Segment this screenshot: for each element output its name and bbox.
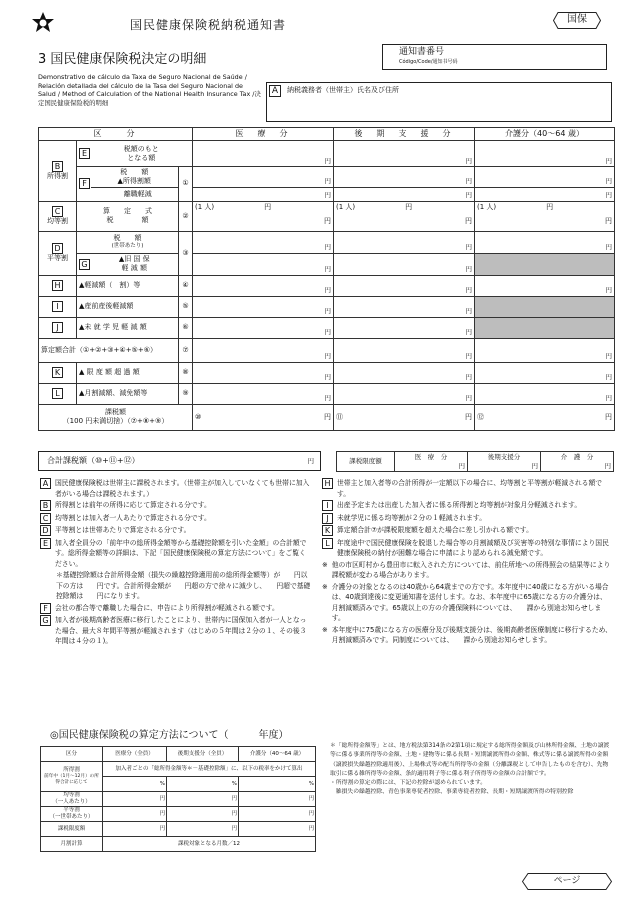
calc-method-table: 区分 医療分（全員） 後期支援分（全員） 介護分（40～64 歳） 所得割 前年中（1月～12月）の所得合計に応じて 加入者ごとの「総所得金額等＊－基礎控除額」に、以下の税率をかけて算出 % % % 均等割 （一人あたり） 円 円 円 平等割 （一世帯あたり） 円 円 円 課税限度額 円 円 円 月割計算 課税対象となる月数／12 <box>40 746 316 852</box>
logo <box>30 10 56 39</box>
notes-right: H 世帯主と加入者等の合計所得が一定額以下の場合に、均等割と平等割が軽減される額です。 I 出産予定または出産した加入者に係る所得割と均等割が対象月分軽減されます。 J 未就学児に係る均等割が２分の１軽減されます。 K 算定額合計⑦が課税限度額を超えた場合に差し引かれる額です。 L 年度途中で国民健康保険を脱退した場合等の月割減額及び災害等の特別な事情により国民健康保険税の納付が困難な場合に申請により認められる減免額です。 ※ 他の市区町村から豊田市に転入された方については、前住所地への所得照会の結果等により課税額が変わる場合があります。 ※ 介護分の対象となるのは40歳から64歳までの方です。本年度中に40歳になる方がいる場合は、40歳到達後に変更通知書を送付します。なお、本年度中に65歳になる方の介護分は、月割減額済みです。65歳以上の方の介護保険料については、 課から別途お知らせします。 ※ 本年度中に75歳になる方の医療分及び後期支援分は、後期高齢者医療制度に移行するため、月割減額済みです。同制度については、 課から別途お知らせします。 <box>322 479 612 645</box>
page-tag: ページ <box>522 873 612 890</box>
notes-left: A 国民健康保険税は世帯主に課税されます。（世帯主が加入していなくても世帯に加入者がいる場合は課税されます。） B 所得割とは前年の所得に応じて算定される分です。 C 均等割とは加入者一人あたりで算定される分です。 D 平等割とは世帯あたりで算定される分です。 E 加入者全員分の「前年中の総所得金額等から基礎控除額を引いた金額」の合計額です。総所得金額等の詳細は、下記「国民健康保険税の算定方法について」をご覧ください。 ＊基礎控除額は合計所得金額（損失の繰越控除適用前の総所得金額等）が 円以下の方は 円です。合計所得金額が 円超の方で徐々に減少し、 円超で基礎控除額は 円になります。 F 会社の都合等で離職した場合に、申告により所得割が軽減される額です。 G 加入者が後期高齢者医療に移行したことにより、世帯内に国保加入者が一人となった場合、最大８年間平等割が軽減されます（はじめの５年間は２分の１、その後３年間は４分の１)。 <box>40 478 312 648</box>
notice-number-box: 通知書番号 Código/Code/通知书号码 <box>382 44 607 70</box>
tax-limit-table: 課税限度額 医 療 分 円 後期支援分 円 介 護 分 円 <box>336 451 614 472</box>
calc-method-title: ◎国民健康保険税の算定方法について（ 年度） <box>50 730 289 741</box>
document-title: 国民健康保険税納税通知書 <box>130 18 287 32</box>
taxpayer-address-box: A 納税義務者（世帯主）氏名及び住所 <box>266 82 612 122</box>
kokuho-tag: 国保 <box>553 12 601 29</box>
multilingual-description: Demonstrativo de cálculo da Taxa de Seguro Nacional de Saúde / Relación detallada del cálculo de la Tasa del Seguro Nacional de Salud / Method of Calculation of the National Health Insurance Tax /决定国民健康保险税的明细 <box>38 73 261 107</box>
section-title: 3 国民健康保険税決定の明細 <box>38 52 207 67</box>
fine-print: ＊「総所得金額等」とは、地方税法第314条の2第1項に規定する総所得金額及び山林所得金額、土地の譲渡等に係る事業所得等の金額、土地・建物等に係る長期・短期譲渡所得の金額、株式等に係る譲渡所得の金額（譲渡損失繰越控除適用後）、上場株式等の配当所得等の金額（分離課税として申告したものを含む）、先物取引に係る雑所得等の金額、条約適用利子等に係る利子所得等の金額の合計額です。 ・所得割の算定の際には、下記の控除が認められています。 雑損失の繰越控除、青色事業専従者控除、事業専従者控除、長期・短期譲渡所得の特別控除 <box>330 743 610 796</box>
tax-detail-table: 区 分 医 療 分 後 期 支 援 分 介護分（40～64 歳） B 所得割 E 税額のもと となる額 円 円 円 F 税 額 ▲所得割額 ① 円 円 円 離職軽減 円 円 円 C 均等割 算 定 式 税 額 ② (1 人) 円 円 (1 人) 円 円 (1 人) 円 円 D 平等割 税 額 (世帯あたり) ③ 円 円 円 G ▲旧 国 保 軽 減 額 円 円 H ▲軽減額（ 割）等 ④ 円 円 円 I ▲産前産後軽減額 ⑤ 円 円 J ▲未 就 学 児 軽 減 額 ⑥ 円 円 算定額合計（①+②+③+④+⑤+⑥） ⑦ 円 円 円 K ▲ 限 度 額 超 過 額 ⑧ 円 円 円 L ▲月割減額、減免額等 ⑨ 円 円 円 課税額 （100 円未満切捨）（⑦+⑧+⑨） ⑩ 円 ⑪ 円 ⑫ 円 <box>38 127 615 431</box>
total-tax-box: 合計課税額（⑩+⑪+⑫） 円 <box>38 451 321 471</box>
